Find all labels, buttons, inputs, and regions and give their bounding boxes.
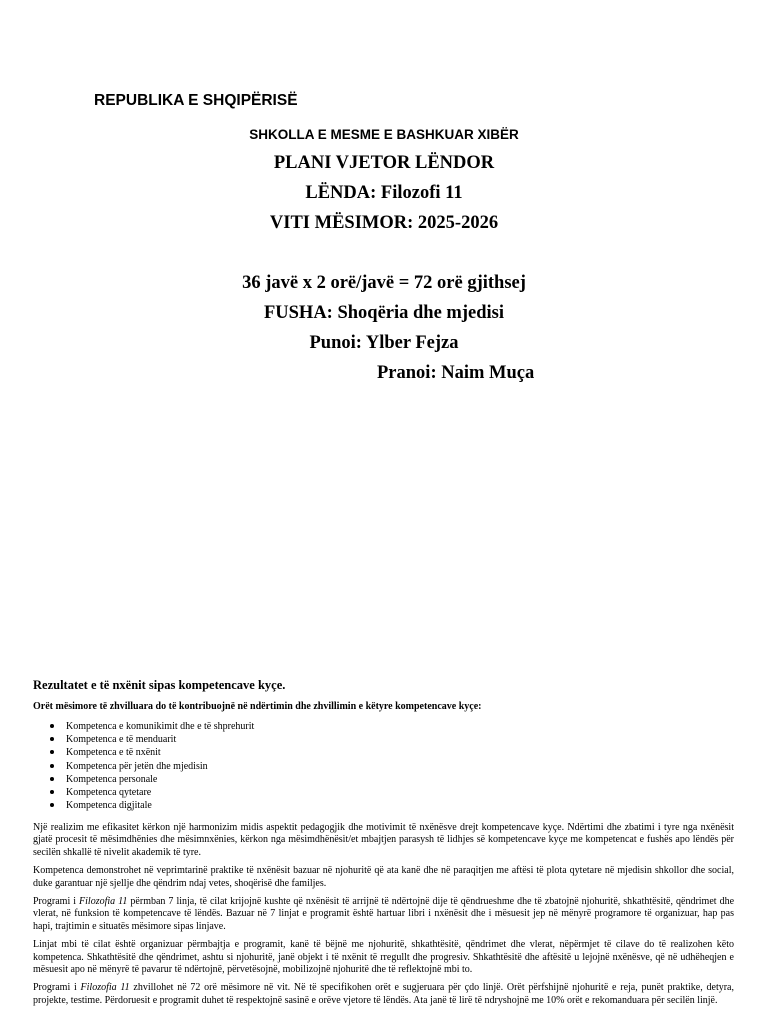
hours-line: 36 javë x 2 orë/javë = 72 orë gjithsej [242,273,526,293]
school-name: SHKOLLA E MESME E BASHKUAR XIBËR [249,127,519,142]
paragraph-5-rest: zhvillohet në 72 orë mësimore në vit. Në të specifikohen orët e sugjeruara për çdo linjë. Orët përfshijnë njohuritë e reja, punët praktike, detyra, projekte, testime. Përdoruesit e programit duhet të respektojnë sasinë e orëve vjetore të lëndës. Ata janë të lirë të ndryshojnë me 10% orët e rekomanduara për secilën linjë. [33,982,734,1006]
prepared-by-line: Punoi: Ylber Fejza [309,333,459,353]
program-name-italic: Filozofia 11 [80,982,130,994]
list-item: Kompetenca e komunikimit dhe e të shprehurit [66,721,255,732]
program-name-italic: Filozofia 11 [79,896,128,908]
list-item: Kompetenca për jetën dhe mjedisin [66,760,254,773]
body-text [33,822,734,1013]
paragraph-1: Një realizim me efikasitet kërkon një harmonizim midis aspektit pedagogjik dhe motivimit të nxënësve drejt kompetencave kyçe. Ndërtimi dhe zbatimi i tyre nga nxënësit gjatë procesit të mësimdhënies dhe mësimnxënies, kërkon nga mësimdhënësit/et mbajtjen parasysh të lidhjes së kompetencave kyçe me kompetencat e fushës apo lëndës për secilën shkallë të nivelit akademik të tyre. [33,822,734,858]
paragraph-3-rest: përmban 7 linja, të cilat krijojnë kushte që nxënësit të arrijnë të ndërtojnë dije të qëndrueshme dhe të zbatojnë njohuritë, shkathtësitë, qëndrimet dhe vlerat, në funksion të kompetencave të lëndës. Bazuar në 7 linjat e programit është hartuar libri i nxënësit dhe i mësuesit jep në mënyrë programore të organizuar, hap pas hapi, trajtimin e situatës mësimore sipas linjave. [33,896,735,932]
received-by-line: Pranoi: Naim Muça [377,363,535,383]
paragraph-5-start: Programi i [33,982,81,994]
list-item: Kompetenca e të menduarit [66,733,254,746]
list-item: Kompetenca qytetare [66,786,254,799]
paragraph-3-start: Programi i [33,896,80,908]
paragraph-3 [33,896,734,933]
competences-list [66,720,254,812]
list-item: Kompetenca personale [66,773,254,786]
republic-heading: REPUBLIKA E SHQIPËRISË [94,92,298,109]
paragraph-5 [33,982,734,1007]
subject-line: LËNDA: Filozofi 11 [305,183,463,203]
competences-title: Rezultatet e të nxënit sipas kompetencave kyçe. [33,678,286,692]
field-line: FUSHA: Shoqëria dhe mjedisi [263,303,504,323]
paragraph-4: Linjat mbi të cilat është organizuar përmbajtja e programit, kanë të bëjnë me njohuritë, shkathtësitë, qëndrimet dhe vlerat, nëpërmjet të cilave do të realizohen këto kompetenca. Shkathtësitë dhe qëndrimet, ashtu si njohuritë, janë objekt i të nxënit të rregullt dhe progresiv. Shkathtësitë dhe aftësitë u lejojnë nxënësve, që në udhëheqjen e mësuesit apo në mënyrë të pavarur të ndërtojnë, përvetësojnë, mobilizojnë njohuritë dhe të reflektojnë mbi to. [33,939,734,976]
school-year-line: VITI MËSIMOR: 2025-2026 [269,213,499,233]
plan-title: PLANI VJETOR LËNDOR [273,153,495,173]
list-item: Kompetenca digjitale [66,799,254,812]
list-item: Kompetenca e të nxënit [66,746,254,759]
paragraph-2: Kompetenca demonstrohet në veprimtarinë praktike të nxënësit bazuar në njohuritë që ata kanë dhe në paraqitjen me aftësi të plota qytetare në mjedisin shkollor dhe social, duke garantuar një sjellje dhe qëndrim ndaj vetes, shoqërisë dhe familjes. [33,865,734,889]
competences-subtitle: Orët mësimore të zhvilluara do të kontribuojnë në ndërtimin dhe zhvillimin e këtyre kompetencave kyçe: [33,701,482,712]
